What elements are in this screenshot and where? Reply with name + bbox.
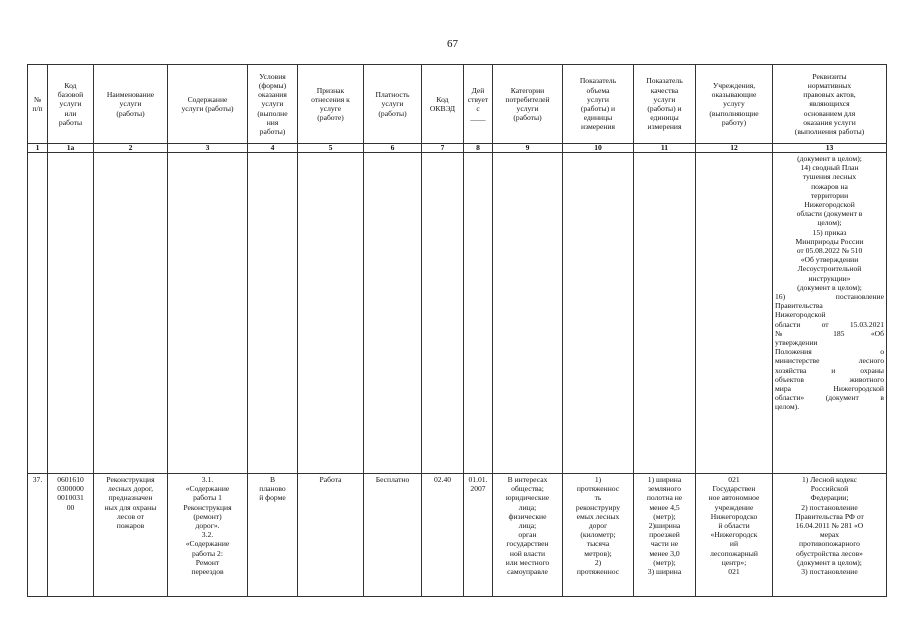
row-number-cell: 37. xyxy=(28,474,48,597)
column-number-1: 1 xyxy=(28,144,48,153)
column-header-11: Показатель качества услуги (работы) и единицы измерения xyxy=(634,65,696,144)
service-content-cell: 3.1. «Содержание работы 1 Реконструкция (ремонт) дорог». 3.2. «Содержание работы 2: Ремонт переездов xyxy=(168,474,248,597)
column-header-1: № п/п xyxy=(28,65,48,144)
column-header-13: Реквизиты нормативных правовых актов, являющихся основанием для оказания услуги (выполнения работы) xyxy=(773,65,887,144)
column-number-row xyxy=(28,144,887,153)
column-header-3: Содержание услуги (работы) xyxy=(168,65,248,144)
okved-cell: 02.40 xyxy=(422,474,464,597)
effective-date-cell: 01.01. 2007 xyxy=(464,474,493,597)
column-header-2: Наименование услуги (работы) xyxy=(94,65,168,144)
column-number-5: 5 xyxy=(298,144,364,153)
column-number-12: 12 xyxy=(696,144,773,153)
column-header-5: Признак отнесения к услуге (работе) xyxy=(298,65,364,144)
column-header-9: Категории потребителей услуги (работы) xyxy=(493,65,563,144)
column-number-13: 13 xyxy=(773,144,887,153)
page-number: 67 xyxy=(447,38,458,50)
column-header-8: Дей ствует с ____ xyxy=(464,65,493,144)
legal-acts-cell: 1) Лесной кодекс Российской Федерации; 2) постановление Правительства РФ от 16.04.2011 № 281 «О мерах противопожарного обустройства лесов» (документ в целом); 3) постановление xyxy=(773,474,887,597)
table-row-continuation xyxy=(28,153,887,474)
column-number-8: 8 xyxy=(464,144,493,153)
service-code-cell: 0601610 0300000 0010031 00 xyxy=(48,474,94,597)
column-header-6: Платность услуги (работы) xyxy=(364,65,422,144)
column-header-10: Показатель объема услуги (работы) и единицы измерения xyxy=(563,65,634,144)
conditions-cell: В планово й форме xyxy=(248,474,298,597)
payment-cell: Бесплатно xyxy=(364,474,422,597)
service-name-cell: Реконструкция лесных дорог, предназначен ных для охраны лесов от пожаров xyxy=(94,474,168,597)
column-number-11: 11 xyxy=(634,144,696,153)
institutions-cell: 021 Государствен ное автономное учреждение Нижегородско й области «Нижегородск ий лесопожарный центр»; 021 xyxy=(696,474,773,597)
column-number-6: 6 xyxy=(364,144,422,153)
header-row xyxy=(28,65,887,144)
column-number-7: 7 xyxy=(422,144,464,153)
continuation-acts-cell: (документ в целом); 14) сводный План тушения лесных пожаров на территории Нижегородской области (документ в целом); 15) приказ Минприроды России от 05.08.2022 № 510 «Об утверждении Лесоустроительной инструкции» (документ в целом); 16) постановление Правительства Нижегородской области от 15.03.2021 № 185 «Об утверждении Положения о министерстве лесного хозяйства и охраны объектов животного мира Нижегородской области» (документ в целом). xyxy=(773,153,887,474)
column-header-1а: Код базовой услуги или работы xyxy=(48,65,94,144)
column-header-4: Условия (формы) оказания услуги (выполне ния работы) xyxy=(248,65,298,144)
sign-cell: Работа xyxy=(298,474,364,597)
column-number-3: 3 xyxy=(168,144,248,153)
quality-indicator-cell: 1) ширина земляного полотна не менее 4,5 (метр); 2)ширина проезжей части не менее 3,0 (метр); 3) ширина xyxy=(634,474,696,597)
column-number-4: 4 xyxy=(248,144,298,153)
column-number-1а: 1а xyxy=(48,144,94,153)
volume-indicator-cell: 1) протяженнос ть реконструиру емых лесных дорог (километр; тысяча метров); 2) протяженнос xyxy=(563,474,634,597)
services-registry-table xyxy=(27,64,887,597)
table-row-37 xyxy=(28,474,887,597)
column-number-2: 2 xyxy=(94,144,168,153)
consumers-cell: В интересах общества; юридические лица; физические лица; орган государствен ной власти или местного самоуправле xyxy=(493,474,563,597)
column-header-7: Код ОКВЭД xyxy=(422,65,464,144)
column-number-9: 9 xyxy=(493,144,563,153)
column-number-10: 10 xyxy=(563,144,634,153)
column-header-12: Учреждения, оказывающие услугу (выполняющие работу) xyxy=(696,65,773,144)
